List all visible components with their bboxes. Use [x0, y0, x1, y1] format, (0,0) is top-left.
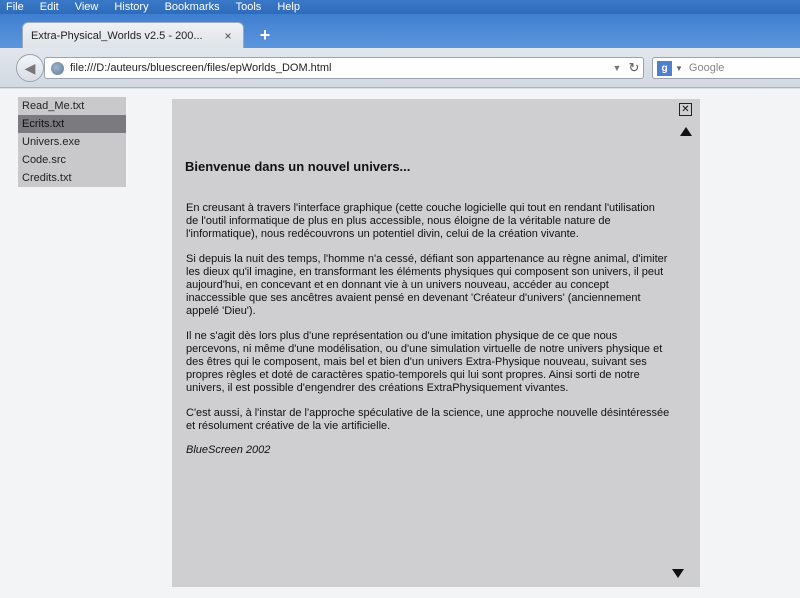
search-engine-dropdown-icon[interactable]: ▼ [675, 63, 683, 73]
menu-help[interactable]: Help [277, 1, 300, 13]
paragraph: Il ne s'agit dès lors plus d'une représentation ou d'une imitation physique de ce que nous percevons, ni même d'une modélisation, ou d'une simulation virtuelle de notre univers physique et des êtres qui le composent, mais bel et bien d'un univers Extra-Physique nouveau, suivant ses propres règles et doté de caractères spatio-temporels qui lui sont propres. Ainsi sorti de notre univers, il est possible d'engendrer des créations ExtraPhysiquement vivantes. [186, 329, 663, 395]
tab-title: Extra-Physical_Worlds v2.5 - 200... [31, 29, 203, 42]
content-body [186, 202, 670, 456]
reload-icon[interactable]: ↻ [628, 60, 640, 75]
menu-tools[interactable]: Tools [235, 1, 262, 13]
new-tab-button[interactable]: + [259, 25, 271, 45]
menu-bar [0, 0, 800, 14]
window-close-icon[interactable]: ✕ [679, 103, 692, 116]
file-item-read-me[interactable]: Read_Me.txt [22, 100, 85, 112]
navigation-bar [0, 48, 800, 88]
tab-close-icon[interactable]: × [224, 28, 232, 43]
back-arrow-icon: ◀ [24, 59, 36, 76]
file-item-univers[interactable]: Univers.exe [22, 136, 81, 148]
content-title: Bienvenue dans un nouvel univers... [185, 159, 411, 174]
menu-bookmarks[interactable]: Bookmarks [164, 1, 220, 13]
search-placeholder[interactable]: Google [688, 62, 725, 74]
file-item-ecrits[interactable]: Ecrits.txt [18, 115, 126, 133]
tab-strip [0, 14, 800, 48]
scroll-up-arrow-icon[interactable] [680, 127, 692, 136]
back-button[interactable] [16, 54, 44, 82]
url-dropdown-icon[interactable]: ▼ [612, 63, 622, 73]
paragraph: Si depuis la nuit des temps, l'homme n'a cessé, défiant son appartenance au règne animal, d'imiter les dieux qu'il imagine, en transformant les éléments physiques qui composent son univers, il peut aujourd'hui, en concevant et en donnant vie à un univers nouveau, accéder au concept inaccessible que ses ancêtres avaient pensé en devenant 'Créateur d'univers' (anciennement appelé 'Dieu'). [186, 252, 668, 318]
page-content [0, 89, 800, 598]
paragraph: C'est aussi, à l'instar de l'approche spéculative de la science, une approche nouvelle désintéressée et résolument créative de la vie artificielle. [186, 406, 670, 432]
tab-active[interactable] [22, 22, 244, 48]
url-text[interactable]: file:///D:/auteurs/bluescreen/files/epWorlds_DOM.html [70, 62, 332, 74]
search-engine-icon[interactable]: g [657, 61, 672, 76]
paragraph: En creusant à travers l'interface graphique (cette couche logicielle qui tout en rendant l'utilisation de l'outil informatique de plus en plus accessible, nous éloigne de la véritable nature de l'informatique), nous redécouvrons un potentiel divin, celui de la création vivante. [186, 202, 655, 241]
menu-edit[interactable]: Edit [39, 1, 59, 13]
file-list [18, 97, 126, 187]
menu-file[interactable]: File [6, 1, 24, 13]
menu-history[interactable]: History [114, 1, 149, 13]
menu-view[interactable]: View [74, 1, 99, 13]
file-item-credits[interactable]: Credits.txt [22, 172, 72, 184]
search-box[interactable] [652, 57, 800, 79]
file-item-code[interactable]: Code.src [22, 154, 67, 166]
text-window [172, 99, 700, 587]
scroll-down-arrow-icon[interactable] [672, 569, 684, 578]
address-bar[interactable] [44, 57, 644, 79]
site-identity-icon[interactable] [51, 62, 64, 75]
signature: BlueScreen 2002 [186, 444, 271, 457]
